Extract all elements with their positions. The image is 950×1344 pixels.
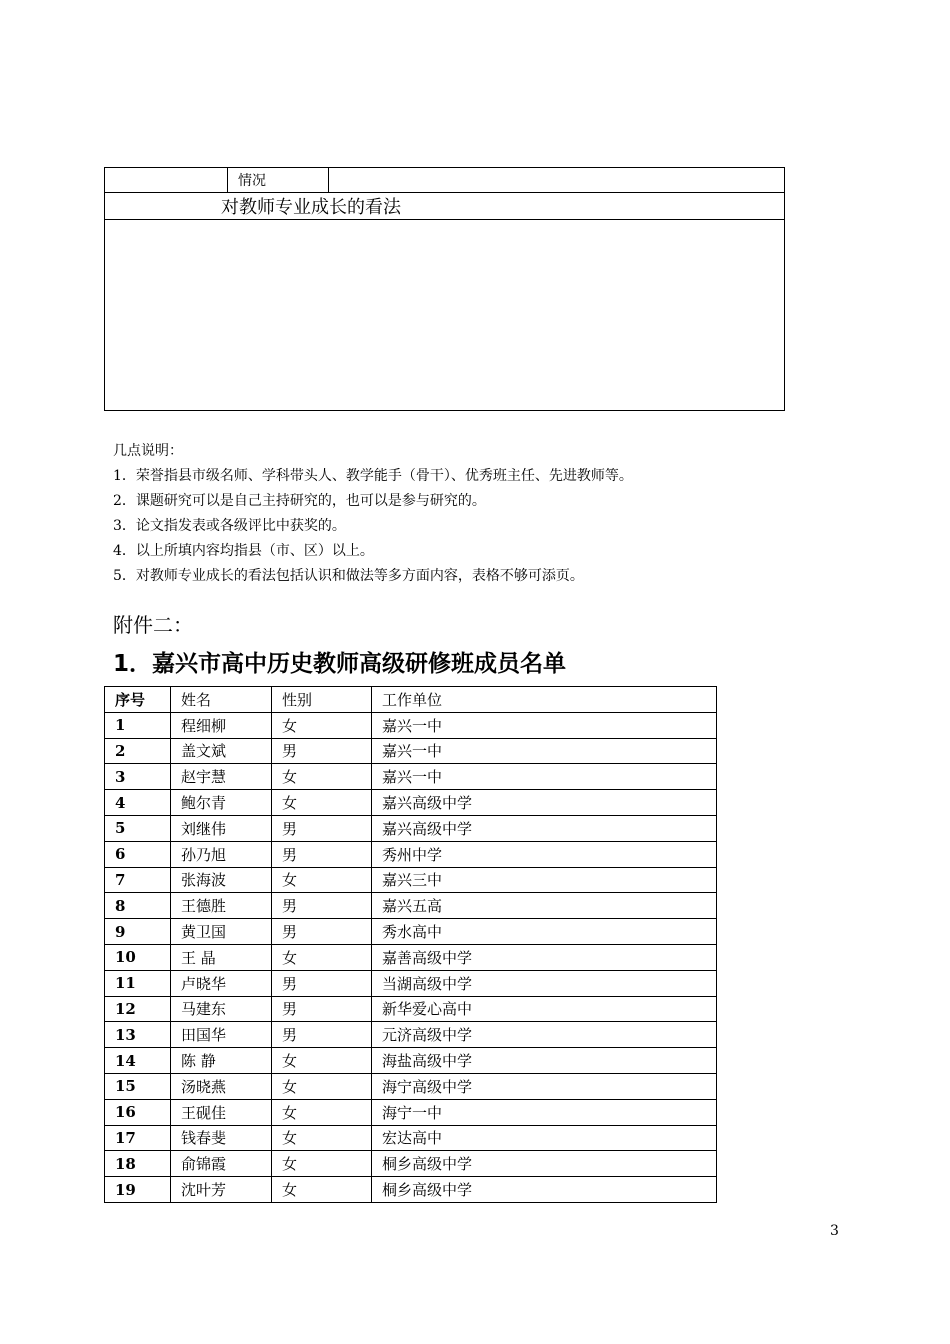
note-item: 1．荣誉指县市级名师、学科带头人、教学能手（骨干）、优秀班主任、先进教师等。 (113, 468, 633, 484)
cell-name: 陈 静 (171, 1048, 272, 1074)
cell-number: 1 (105, 712, 171, 738)
table-row (105, 970, 717, 996)
cell-gender: 男 (272, 970, 372, 996)
cell-name: 俞锦霞 (171, 1151, 272, 1177)
teacher-form-table (104, 167, 785, 411)
cell-name: 卢晓华 (171, 970, 272, 996)
member-list-title: 1．嘉兴市高中历史教师高级研修班成员名单 (113, 651, 567, 677)
table-row (105, 893, 717, 919)
cell-workplace: 秀水高中 (372, 919, 717, 945)
cell-name: 张海波 (171, 867, 272, 893)
cell-number: 11 (105, 970, 171, 996)
cell-gender: 女 (272, 867, 372, 893)
cell-workplace: 嘉兴一中 (372, 712, 717, 738)
notes-heading: 几点说明： (113, 443, 183, 459)
cell-name: 黄卫国 (171, 919, 272, 945)
table-row (105, 1099, 717, 1125)
table-row (105, 867, 717, 893)
cell-name: 王德胜 (171, 893, 272, 919)
cell-gender: 女 (272, 1048, 372, 1074)
table-row (105, 764, 717, 790)
cell-gender: 女 (272, 1073, 372, 1099)
cell-workplace: 当湖高级中学 (372, 970, 717, 996)
cell-gender: 男 (272, 893, 372, 919)
cell-name: 刘继伟 (171, 815, 272, 841)
form-row-heading (105, 193, 785, 220)
table-row (105, 738, 717, 764)
cell-gender: 男 (272, 815, 372, 841)
cell-workplace: 嘉兴五高 (372, 893, 717, 919)
note-item: 3．论文指发表或各级评比中获奖的。 (113, 518, 346, 534)
cell-number: 18 (105, 1151, 171, 1177)
page-number: 3 (830, 1223, 839, 1239)
cell-name: 赵宇慧 (171, 764, 272, 790)
cell-number: 17 (105, 1125, 171, 1151)
annex-label: 附件二： (113, 613, 193, 637)
cell-number: 3 (105, 764, 171, 790)
cell-workplace: 秀州中学 (372, 841, 717, 867)
cell-name: 汤晓燕 (171, 1073, 272, 1099)
cell-number: 16 (105, 1099, 171, 1125)
cell-workplace: 海盐高级中学 (372, 1048, 717, 1074)
cell-workplace: 桐乡高级中学 (372, 1151, 717, 1177)
form-answer-area[interactable] (105, 220, 785, 411)
cell-workplace: 宏达高中 (372, 1125, 717, 1151)
cell-number: 19 (105, 1177, 171, 1203)
cell-name: 鲍尔青 (171, 790, 272, 816)
cell-number: 15 (105, 1073, 171, 1099)
cell-gender: 男 (272, 1022, 372, 1048)
form-label-situation: 情况 (228, 168, 329, 193)
table-row (105, 790, 717, 816)
cell-gender: 女 (272, 712, 372, 738)
cell-workplace: 嘉兴一中 (372, 738, 717, 764)
cell-name: 钱春斐 (171, 1125, 272, 1151)
cell-number: 13 (105, 1022, 171, 1048)
table-row (105, 1073, 717, 1099)
table-row (105, 1022, 717, 1048)
cell-gender: 女 (272, 764, 372, 790)
table-row (105, 1048, 717, 1074)
cell-name: 孙乃旭 (171, 841, 272, 867)
form-cell-empty (105, 168, 228, 193)
table-row (105, 841, 717, 867)
cell-name: 马建东 (171, 996, 272, 1022)
cell-gender: 女 (272, 1099, 372, 1125)
cell-workplace: 嘉兴三中 (372, 867, 717, 893)
member-table-header (105, 687, 717, 713)
cell-number: 9 (105, 919, 171, 945)
cell-number: 4 (105, 790, 171, 816)
cell-name: 沈叶芳 (171, 1177, 272, 1203)
form-row-situation (105, 168, 785, 193)
table-row (105, 919, 717, 945)
cell-name: 王砚佳 (171, 1099, 272, 1125)
cell-workplace: 嘉兴一中 (372, 764, 717, 790)
cell-number: 5 (105, 815, 171, 841)
cell-workplace: 嘉兴高级中学 (372, 815, 717, 841)
table-row (105, 944, 717, 970)
cell-gender: 女 (272, 790, 372, 816)
note-item: 4．以上所填内容均指县（市、区）以上。 (113, 543, 374, 559)
cell-number: 10 (105, 944, 171, 970)
cell-gender: 女 (272, 1125, 372, 1151)
form-row-answer (105, 220, 785, 411)
cell-number: 14 (105, 1048, 171, 1074)
table-row (105, 712, 717, 738)
cell-gender: 女 (272, 1177, 372, 1203)
header-gender: 性别 (272, 687, 372, 713)
cell-gender: 男 (272, 996, 372, 1022)
table-row (105, 1151, 717, 1177)
cell-workplace: 嘉善高级中学 (372, 944, 717, 970)
cell-workplace: 元济高级中学 (372, 1022, 717, 1048)
form-cell-value[interactable] (329, 168, 785, 193)
table-row (105, 1125, 717, 1151)
header-number: 序号 (105, 687, 171, 713)
form-heading-growth-view: 对教师专业成长的看法 (105, 193, 785, 220)
cell-number: 12 (105, 996, 171, 1022)
cell-name: 王 晶 (171, 944, 272, 970)
table-row (105, 996, 717, 1022)
cell-gender: 女 (272, 944, 372, 970)
cell-workplace: 嘉兴高级中学 (372, 790, 717, 816)
cell-name: 田国华 (171, 1022, 272, 1048)
cell-name: 盖文斌 (171, 738, 272, 764)
cell-gender: 女 (272, 1151, 372, 1177)
note-item: 2．课题研究可以是自己主持研究的，也可以是参与研究的。 (113, 493, 486, 509)
cell-workplace: 桐乡高级中学 (372, 1177, 717, 1203)
notes-section (113, 439, 633, 589)
header-workplace: 工作单位 (372, 687, 717, 713)
cell-number: 2 (105, 738, 171, 764)
cell-workplace: 新华爱心高中 (372, 996, 717, 1022)
cell-gender: 男 (272, 919, 372, 945)
header-name: 姓名 (171, 687, 272, 713)
member-table (104, 686, 717, 1203)
cell-number: 6 (105, 841, 171, 867)
cell-workplace: 海宁高级中学 (372, 1073, 717, 1099)
cell-workplace: 海宁一中 (372, 1099, 717, 1125)
cell-number: 8 (105, 893, 171, 919)
table-row (105, 815, 717, 841)
table-row (105, 1177, 717, 1203)
note-item: 5．对教师专业成长的看法包括认识和做法等多方面内容，表格不够可添页。 (113, 568, 584, 584)
cell-gender: 男 (272, 841, 372, 867)
cell-number: 7 (105, 867, 171, 893)
cell-gender: 男 (272, 738, 372, 764)
cell-name: 程细柳 (171, 712, 272, 738)
